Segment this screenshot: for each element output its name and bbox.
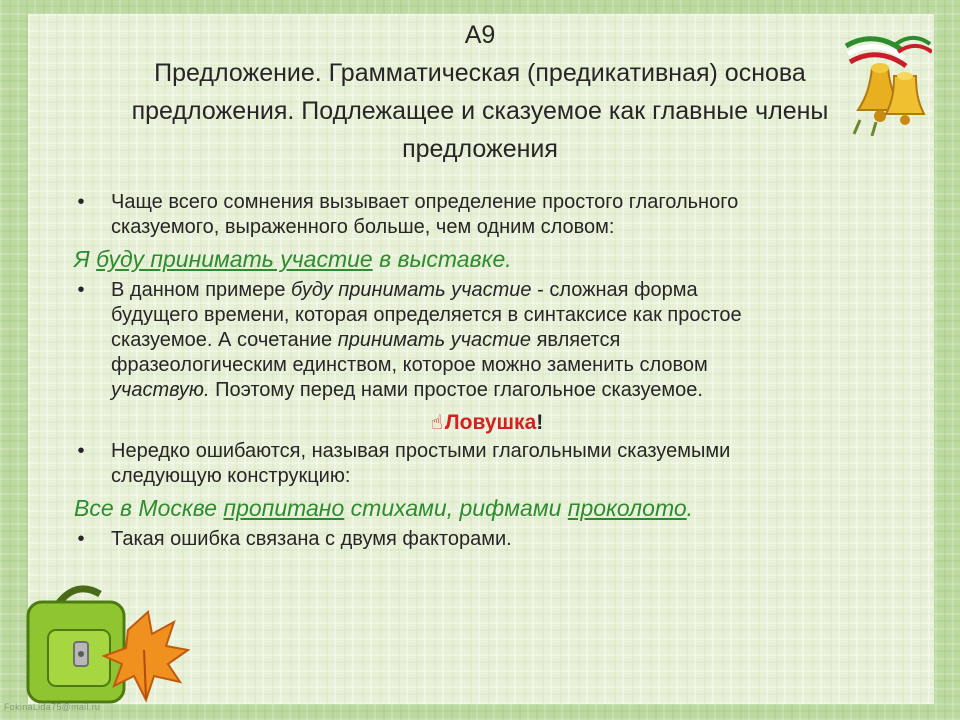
example2-predicate-2: проколото <box>567 495 687 521</box>
slide-title <box>60 16 900 168</box>
example2-part3: . <box>686 495 694 521</box>
example1-rest: в выставке. <box>372 246 512 272</box>
bells-icon <box>836 24 932 136</box>
bullet2-line3b: является <box>531 329 621 351</box>
title-line-3: предложения <box>402 135 558 163</box>
bullet3-line2: следующую конструкцию: <box>111 465 351 487</box>
example1-subject: Я <box>74 246 90 272</box>
bullet-dot: • <box>77 440 85 462</box>
trap-exclamation: ! <box>536 411 544 434</box>
school-bag-icon <box>20 578 190 704</box>
example1-predicate: буду принимать участие <box>96 246 373 272</box>
bullet2-text-1: В данном примере <box>111 279 292 301</box>
bullet-item <box>74 190 894 240</box>
bullet2-line4: фразеологическим единством, которое можно заменить словом <box>111 354 708 376</box>
title-line-1: Предложение. Грамматическая (предикативная) основа <box>154 59 806 87</box>
bullet-dot: • <box>77 191 85 213</box>
bullet2-italic-3: участвую. <box>111 379 210 401</box>
bullet3-line1: Нередко ошибаются, называя простыми глагольными сказуемыми <box>111 440 731 462</box>
example-sentence-1 <box>74 244 894 274</box>
bullet1-line2: сказуемого, выраженного больше, чем одним словом: <box>111 216 615 238</box>
bullet2-text-2: - сложная форма <box>531 279 698 301</box>
pointing-hand-icon: ☝ <box>430 412 443 434</box>
bullet2-line5: Поэтому перед нами простое глагольное сказуемое. <box>209 379 703 401</box>
title-line-2: предложения. Подлежащее и сказуемое как главные члены <box>131 97 829 125</box>
trap-word: Ловушка <box>444 411 537 434</box>
bullet2-italic-2: принимать участие <box>337 329 532 351</box>
title-line-code: А9 <box>464 21 496 49</box>
example2-predicate-1: пропитано <box>223 495 345 521</box>
bullet-item <box>74 439 894 489</box>
example2-part1: Все в Москве <box>74 495 224 521</box>
bullet1-line1: Чаще всего сомнения вызывает определение простого глагольного <box>111 191 739 213</box>
bullet2-line3a: сказуемое. А сочетание <box>111 329 338 351</box>
bullet-item <box>74 278 894 403</box>
bullet2-italic-1: буду принимать участие <box>291 279 532 301</box>
bullet4-line1: Такая ошибка связана с двумя факторами. <box>111 528 512 550</box>
slide-content <box>74 190 894 552</box>
bullet2-line2: будущего времени, которая определяется в синтаксисе как простое <box>111 304 742 326</box>
trap-heading <box>80 409 894 437</box>
bullet-item <box>74 527 894 552</box>
watermark: FokinaLida75@mail.ru <box>4 702 101 712</box>
bullet-dot: • <box>77 528 85 550</box>
example2-part2: стихами, рифмами <box>344 495 568 521</box>
example-sentence-2 <box>74 493 894 523</box>
bullet-dot: • <box>77 279 85 301</box>
